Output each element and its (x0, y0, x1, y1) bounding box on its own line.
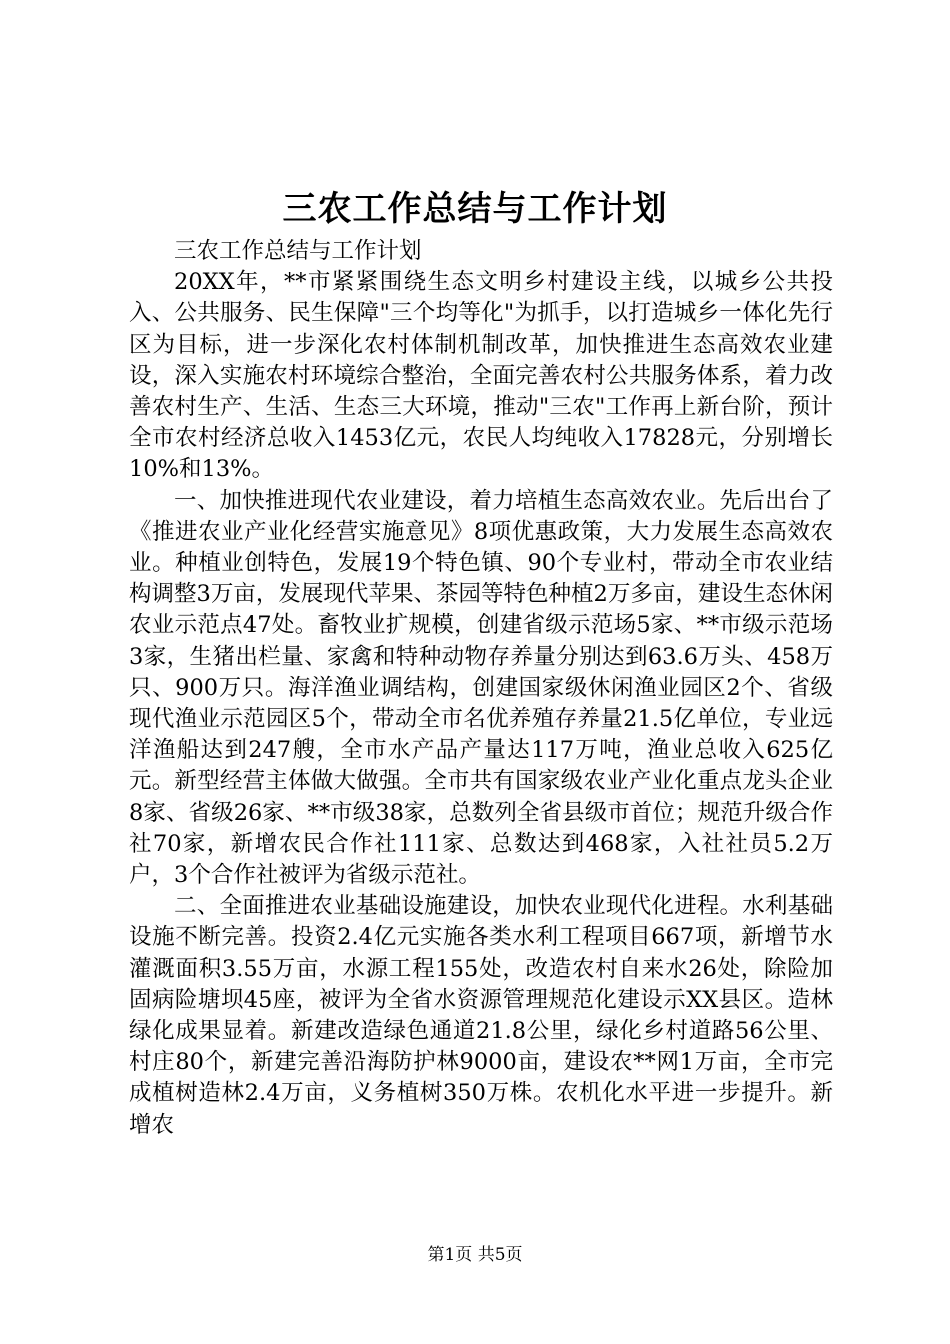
paragraph-overview: 20XX年，**市紧紧围绕生态文明乡村建设主线，以城乡公共投入、公共服务、民生保障"三个均等化"为抓手，以打造城乡一体化先行区为目标，进一步深化农村体制机制改革，加快推进生态高效农业建设，深入实施农村环境综合整治，全面完善农村公共服务体系，着力改善农村生产、生活、生态三大环境，推动"三农"工作再上新台阶，预计全市农村经济总收入1453亿元，农民人均纯收入17828元，分别增长10%和13%。 (129, 269, 833, 483)
paragraph-section-1: 一、加快推进现代农业建设，着力培植生态高效农业。先后出台了《推进农业产业化经营实施意见》8项优惠政策，大力发展生态高效农业。种植业创特色，发展19个特色镇、90个专业村，带动全市农业结构调整3万亩，发展现代苹果、茶园等特色种植2万多亩，建设生态休闲农业示范点47处。畜牧业扩规模，创建省级示范场5家、**市级示范场3家，生猪出栏量、家禽和特种动物存养量分别达到63.6万头、458万只、900万只。海洋渔业调结构，创建国家级休闲渔业园区2个、省级现代渔业示范园区5个，带动全市名优养殖存养量21.5亿单位，专业远洋渔船达到247艘，全市水产品产量达117万吨，渔业总收入625亿元。新型经营主体做大做强。全市共有国家级农业产业化重点龙头企业8家、省级26家、**市级38家，总数列全省县级市首位；规范升级合作社70家，新增农民合作社111家、总数达到468家，入社社员5.2万户，3个合作社被评为省级示范社。 (129, 487, 833, 889)
document-title: 三农工作总结与工作计划 (282, 189, 668, 229)
paragraph-section-2: 二、全面推进农业基础设施建设，加快农业现代化进程。水利基础设施不断完善。投资2.4亿元实施各类水利工程项目667项，新增节水灌溉面积3.55万亩，水源工程155处，改造农村自来水26处，除险加固病险塘坝45座，被评为全省水资源管理规范化建设示XX县区。造林绿化成果显着。新建改造绿色通道21.8公里，绿化乡村道路56公里、村庄80个，新建完善沿海防护林9000亩，建设农**网1万亩，全市完成植树造林2.4万亩，义务植树350万株。农机化水平进一步提升。新增农 (129, 893, 833, 1138)
document-body (129, 236, 833, 1141)
page-footer: 第1页 共5页 (427, 1245, 523, 1265)
paragraph-subtitle: 三农工作总结与工作计划 (174, 238, 422, 264)
